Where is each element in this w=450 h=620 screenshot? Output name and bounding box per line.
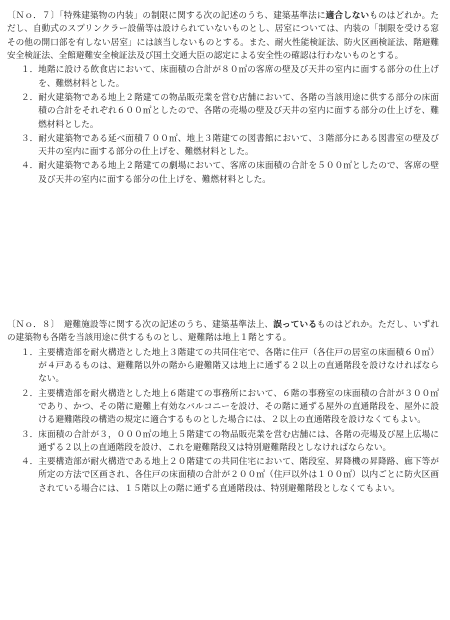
option-number: ３．	[21, 429, 39, 440]
question-7-number: 〔Ｎｏ．７〕	[7, 11, 60, 21]
option-number: １．	[21, 65, 39, 76]
option-text: 耐火建築物である地上２階建ての物品販売業を営む店舗において、各階の当該用途に供する部分の床面積の合計をそれぞれ６００㎡としたので、各階の売場の壁及び天井の室内に面する部分の仕上げを、難燃材料とした。	[38, 92, 439, 130]
option-text: 床面積の合計が３，０００㎡の地上５階建ての物品販売業を営む店舗には、各階の売場及び屋上広場に通ずる２以上の直通階段を設け、これを避難階段又は特別避難階段としなければならない。	[38, 429, 439, 453]
question-8-emphasis: 誤っている	[273, 320, 317, 330]
question-8	[7, 319, 439, 496]
question-8-number: 〔Ｎｏ．８〕	[7, 320, 56, 330]
option-number: ２．	[21, 92, 39, 103]
question-8-prompt	[7, 319, 439, 346]
question-8-option-4	[21, 456, 439, 496]
question-8-prompt-pre: 避難施設等に関する次の記述のうち、建築基準法上、	[63, 320, 274, 330]
question-7-option-1	[21, 64, 439, 91]
question-7	[7, 10, 439, 187]
question-8-prompt-post: ものはどれか。ただし、いずれの建築物も各階を当該用途に供するものとし、避難階は地上１階とする。	[7, 320, 439, 344]
question-8-options	[7, 347, 439, 496]
option-number: ２．	[21, 388, 39, 399]
question-7-options	[7, 64, 439, 187]
option-text: 耐火建築物である延べ面積７００㎡、地上３階建ての図書館において、３階部分にある図書室の壁及び天井の室内に面する部分の仕上げを、難燃材料とした。	[38, 133, 439, 158]
question-7-prompt-post: ものはどれか。ただし、自動式のスプリンクラー設備等は設けられていないものとし、居室については、内装の「制限を受ける窓その他の開口部を有しない居室」には該当しないものとする。また、耐火性能検証法、防火区画検証法、階避難安全検証法、全館避難安全検証法及び国土交通大臣の認定による安全性の確認は行わないものとする。	[7, 11, 439, 61]
question-7-option-2	[21, 92, 439, 132]
question-8-option-1	[21, 347, 439, 387]
option-text: 主要構造部を耐火構造とした地上３階建ての共同住宅で、各階に住戸（各住戸の居室の床面積６０㎡）が４戸あるものは、避難階以外の階から避難階又は地上に通ずる２以上の直通階段を設けなければならない。	[38, 347, 439, 385]
option-text: 耐火建築物である地上２階建ての劇場において、客席の床面積の合計を５００㎡としたので、客席の壁及び天井の室内に面する部分の仕上げを、難燃材料とした。	[38, 161, 439, 185]
option-text: 地階に設ける飲食店において、床面積の合計が８０㎡の客席の壁及び天井の室内に面する部分の仕上げを、難燃材料とした。	[38, 65, 439, 89]
question-7-prompt	[7, 10, 439, 63]
question-8-option-3	[21, 429, 439, 456]
option-text: 主要構造部が耐火構造である地上２０階建ての共同住宅において、階段室、昇降機の昇降路、廊下等が所定の方法で区画され、各住戸の床面積の合計が２００㎡（住戸以外は１００㎡）以内ごとに防火区画されている場合には、１５階以上の階に通ずる直通階段は、特別避難階段としなくてもよい。	[38, 457, 439, 494]
option-number: ３．	[21, 133, 39, 144]
question-7-option-4	[21, 160, 439, 187]
question-7-option-3	[21, 133, 439, 160]
option-number: ４．	[21, 161, 39, 172]
question-7-emphasis: 適合しない	[325, 11, 370, 21]
option-number: ４．	[21, 457, 39, 468]
question-8-option-2	[21, 388, 439, 428]
option-text: 主要構造部を耐火構造とした地上６階建ての事務所において、６階の事務室の床面積の合計が３００㎡であり、かつ、その階に避難上有効なバルコニーを設け、その階に通ずる屋外の直通階段を、屋外に設ける避難階段の構造の規定に適合するものとした場合には、２以上の直通階段を設けなくてもよい。	[38, 388, 439, 426]
question-7-prompt-pre: 「特殊建築物の内装」の制限に関する次の記述のうち、建築基準法に	[59, 11, 326, 21]
option-number: １．	[21, 347, 39, 358]
